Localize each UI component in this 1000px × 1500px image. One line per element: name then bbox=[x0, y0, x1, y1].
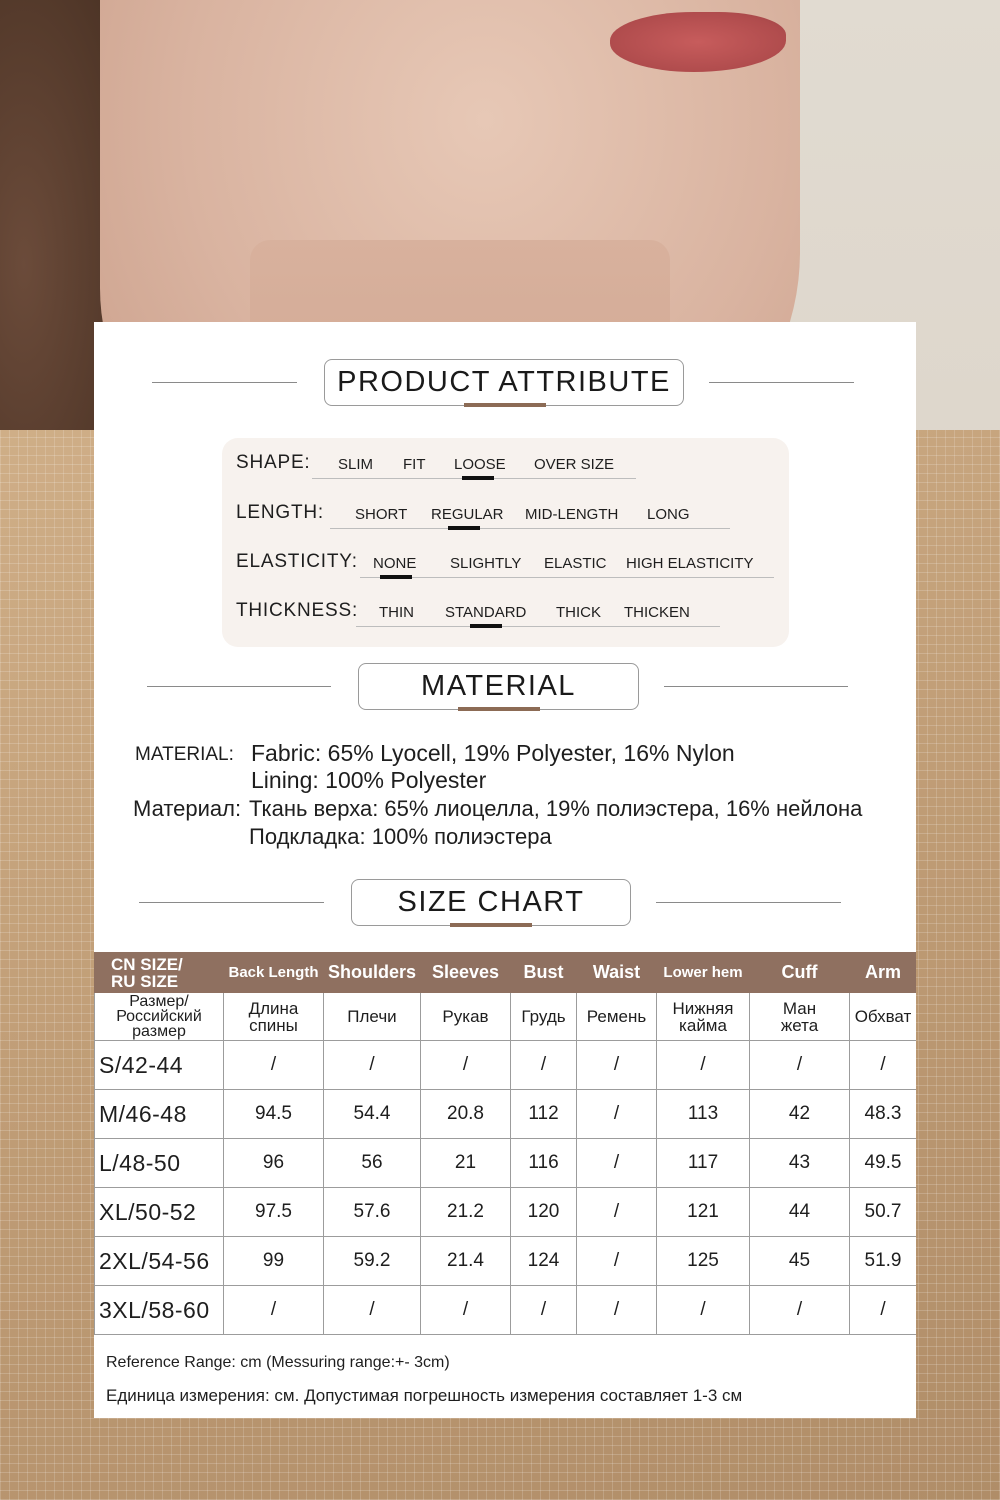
measurement-cell: 117 bbox=[657, 1139, 750, 1188]
attribute-underline bbox=[356, 626, 720, 627]
attribute-option: SLIM bbox=[338, 456, 374, 473]
selected-marker bbox=[448, 526, 480, 530]
size-cell: 2XL/54-56 bbox=[95, 1237, 224, 1286]
measurement-cell: 42 bbox=[750, 1090, 850, 1139]
measurement-cell: 44 bbox=[750, 1188, 850, 1237]
header-text: Рукав bbox=[442, 1007, 489, 1026]
measurement-cell: / bbox=[511, 1041, 577, 1090]
table-row bbox=[95, 1139, 917, 1188]
attribute-row-elasticity bbox=[222, 551, 789, 581]
measurement-cell: / bbox=[577, 1139, 657, 1188]
header-text: кайма bbox=[679, 1015, 727, 1035]
size-cell: L/48-50 bbox=[95, 1139, 224, 1188]
header-cell: Waist bbox=[577, 953, 657, 993]
divider-line bbox=[152, 382, 297, 383]
header-text: Российский bbox=[116, 1008, 202, 1025]
attribute-option: FIT bbox=[403, 456, 426, 473]
measurement-cell: / bbox=[421, 1286, 511, 1335]
measurement-cell: / bbox=[750, 1041, 850, 1090]
attribute-row-thickness bbox=[222, 600, 789, 630]
attribute-label: THICKNESS: bbox=[236, 600, 359, 621]
attribute-option: ELASTIC bbox=[544, 555, 607, 572]
measurement-cell: / bbox=[577, 1237, 657, 1286]
attribute-option: SLIGHTLY bbox=[450, 555, 522, 572]
material-fabric-en: Fabric: 65% Lyocell, 19% Polyester, 16% Nylon bbox=[251, 740, 735, 766]
measurement-cell: 48.3 bbox=[850, 1090, 917, 1139]
size-cell: M/46-48 bbox=[95, 1090, 224, 1139]
divider-line bbox=[147, 686, 331, 687]
attribute-option: SHORT bbox=[355, 506, 408, 523]
measurement-cell: 49.5 bbox=[850, 1139, 917, 1188]
measurement-cell: / bbox=[657, 1041, 750, 1090]
measurement-cell: 21.4 bbox=[421, 1237, 511, 1286]
measurement-cell: 54.4 bbox=[324, 1090, 421, 1139]
divider-line bbox=[709, 382, 854, 383]
header-text: Длина bbox=[248, 998, 299, 1018]
table-row bbox=[95, 1188, 917, 1237]
section-title-material: MATERIAL bbox=[358, 663, 639, 710]
header-text: спины bbox=[249, 1015, 298, 1035]
header-cell: Back Length bbox=[224, 953, 324, 993]
measurement-cell: 43 bbox=[750, 1139, 850, 1188]
header-cell: Bust bbox=[511, 953, 577, 993]
attribute-option: LONG bbox=[647, 506, 690, 523]
header-text: CN SIZE/ bbox=[111, 954, 183, 974]
measurement-cell: / bbox=[421, 1041, 511, 1090]
attribute-option-selected: REGULAR bbox=[431, 506, 504, 523]
header-cell-ru bbox=[657, 993, 750, 1041]
attribute-option: THICK bbox=[556, 604, 601, 621]
header-cell-ru bbox=[324, 993, 421, 1041]
header-text: Размер/ bbox=[129, 993, 189, 1010]
reference-range-note: Reference Range: cm (Messuring range:+- 3cm) bbox=[106, 1354, 450, 1371]
measurement-cell: / bbox=[224, 1286, 324, 1335]
measurement-cell: 45 bbox=[750, 1237, 850, 1286]
measurement-cell: 96 bbox=[224, 1139, 324, 1188]
table-row bbox=[95, 1237, 917, 1286]
measurement-cell: 124 bbox=[511, 1237, 577, 1286]
header-text: Плечи bbox=[347, 1007, 397, 1026]
selected-marker bbox=[470, 624, 502, 628]
attribute-label: ELASTICITY: bbox=[236, 551, 358, 572]
divider-line bbox=[656, 902, 841, 903]
table-row bbox=[95, 1090, 917, 1139]
size-chart-table bbox=[94, 952, 916, 1335]
title-accent bbox=[458, 707, 540, 711]
attribute-label: LENGTH: bbox=[236, 502, 324, 523]
measurement-cell: 125 bbox=[657, 1237, 750, 1286]
measurement-note-ru: Единица измерения: см. Допустимая погрешность измерения составляет 1-3 см bbox=[106, 1386, 743, 1405]
attribute-option: OVER SIZE bbox=[534, 456, 615, 473]
header-text: размер bbox=[132, 1023, 186, 1040]
attribute-panel bbox=[222, 438, 789, 647]
attribute-option: MID-LENGTH bbox=[525, 506, 619, 523]
attribute-option: THICKEN bbox=[624, 604, 690, 621]
material-fabric-ru: Ткань верха: 65% лиоцелла, 19% полиэстера, 16% нейлона bbox=[249, 796, 863, 821]
measurement-cell: / bbox=[324, 1286, 421, 1335]
material-label-en: MATERIAL: bbox=[135, 744, 234, 765]
measurement-cell: 116 bbox=[511, 1139, 577, 1188]
title-accent bbox=[464, 403, 546, 407]
header-size-en bbox=[95, 953, 224, 993]
measurement-cell: / bbox=[850, 1286, 917, 1335]
measurement-cell: / bbox=[511, 1286, 577, 1335]
table-row bbox=[95, 1286, 917, 1335]
material-lining-ru: Подкладка: 100% полиэстера bbox=[249, 824, 552, 849]
selected-marker bbox=[462, 476, 494, 480]
header-text: Обхват bbox=[854, 1007, 912, 1026]
attribute-underline bbox=[330, 528, 730, 529]
header-cell: Sleeves bbox=[421, 953, 511, 993]
measurement-cell: 21.2 bbox=[421, 1188, 511, 1237]
measurement-cell: / bbox=[750, 1286, 850, 1335]
header-text: жета bbox=[780, 1015, 819, 1035]
attribute-option: THIN bbox=[379, 604, 414, 621]
header-cell-ru bbox=[750, 993, 850, 1041]
measurement-cell: / bbox=[324, 1041, 421, 1090]
product-info-card bbox=[94, 322, 916, 1418]
attribute-label: SHAPE: bbox=[236, 452, 311, 473]
measurement-cell: 94.5 bbox=[224, 1090, 324, 1139]
material-label-ru: Материал: bbox=[133, 796, 242, 821]
table-header-row-ru bbox=[95, 993, 917, 1041]
header-text: Ремень bbox=[586, 1007, 647, 1026]
header-text: Ман bbox=[782, 998, 817, 1018]
attribute-row-length bbox=[222, 502, 789, 532]
attribute-row-shape bbox=[222, 452, 789, 482]
header-cell: Lower hem bbox=[657, 953, 750, 993]
header-cell: Cuff bbox=[750, 953, 850, 993]
measurement-cell: 20.8 bbox=[421, 1090, 511, 1139]
measurement-cell: / bbox=[577, 1188, 657, 1237]
table-row bbox=[95, 1041, 917, 1090]
measurement-cell: / bbox=[577, 1090, 657, 1139]
size-cell: XL/50-52 bbox=[95, 1188, 224, 1237]
header-text: RU SIZE bbox=[111, 971, 179, 991]
section-title-size-chart: SIZE CHART bbox=[351, 879, 631, 926]
measurement-cell: 121 bbox=[657, 1188, 750, 1237]
size-cell: 3XL/58-60 bbox=[95, 1286, 224, 1335]
measurement-cell: 50.7 bbox=[850, 1188, 917, 1237]
measurement-cell: 57.6 bbox=[324, 1188, 421, 1237]
measurement-cell: / bbox=[224, 1041, 324, 1090]
header-cell-ru bbox=[577, 993, 657, 1041]
header-text: Нижняя bbox=[672, 998, 734, 1018]
measurement-cell: 112 bbox=[511, 1090, 577, 1139]
divider-line bbox=[139, 902, 324, 903]
measurement-cell: 113 bbox=[657, 1090, 750, 1139]
measurement-cell: 120 bbox=[511, 1188, 577, 1237]
attribute-option-selected: NONE bbox=[373, 555, 417, 572]
measurement-cell: / bbox=[657, 1286, 750, 1335]
header-cell: Shoulders bbox=[324, 953, 421, 993]
measurement-cell: 59.2 bbox=[324, 1237, 421, 1286]
measurement-cell: / bbox=[850, 1041, 917, 1090]
section-title-attribute: PRODUCT ATTRIBUTE bbox=[324, 359, 684, 406]
attribute-option-selected: LOOSE bbox=[454, 456, 506, 473]
size-cell: S/42-44 bbox=[95, 1041, 224, 1090]
measurement-cell: 21 bbox=[421, 1139, 511, 1188]
header-text: Грудь bbox=[521, 1007, 566, 1026]
material-lining-en: Lining: 100% Polyester bbox=[251, 767, 487, 793]
title-accent bbox=[450, 923, 532, 927]
measurement-cell: / bbox=[577, 1041, 657, 1090]
measurement-cell: 51.9 bbox=[850, 1237, 917, 1286]
header-cell-ru bbox=[224, 993, 324, 1041]
attribute-option-selected: STANDARD bbox=[445, 604, 527, 621]
table-header-row-en bbox=[95, 953, 917, 993]
measurement-cell: 99 bbox=[224, 1237, 324, 1286]
measurement-cell: / bbox=[577, 1286, 657, 1335]
header-cell-ru bbox=[421, 993, 511, 1041]
measurement-cell: 97.5 bbox=[224, 1188, 324, 1237]
attribute-option: HIGH ELASTICITY bbox=[626, 555, 754, 572]
selected-marker bbox=[380, 575, 412, 579]
header-cell-ru bbox=[511, 993, 577, 1041]
header-cell: Arm bbox=[850, 953, 917, 993]
header-size-ru bbox=[95, 993, 224, 1041]
measurement-cell: 56 bbox=[324, 1139, 421, 1188]
header-cell-ru bbox=[850, 993, 917, 1041]
divider-line bbox=[664, 686, 848, 687]
attribute-underline bbox=[360, 577, 774, 578]
